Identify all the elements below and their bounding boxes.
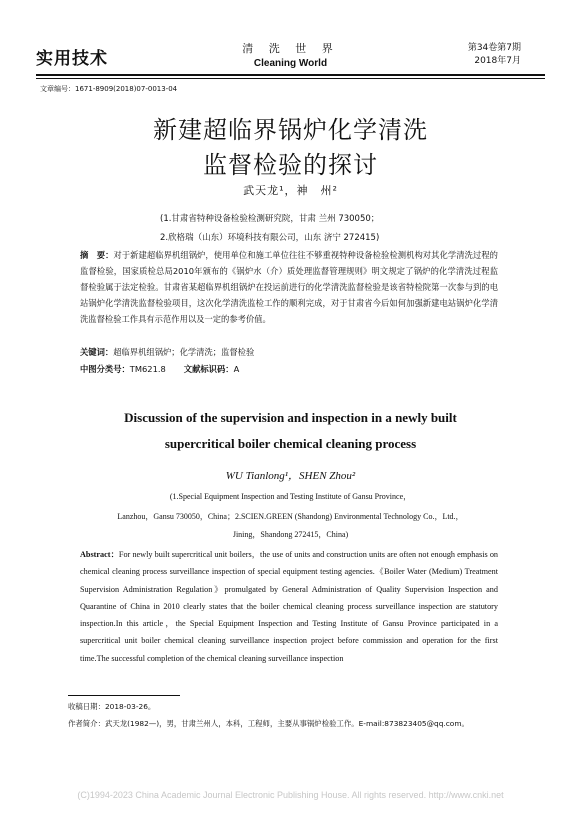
copyright-watermark: (C)1994-2023 China Academic Journal Electronic Publishing House. All rights reserved. http://www.cnki.net [77, 790, 504, 800]
doc-code-label: 文献标识码： [183, 364, 234, 374]
issue-date: 2018年7月 [474, 56, 521, 66]
authors-en: WU Tianlong¹，SHEN Zhou² [225, 470, 356, 482]
header-rule-thin [36, 78, 545, 79]
received-date: 收稿日期：2018-03-26。 [68, 702, 156, 711]
column-name: 实用技术 [36, 49, 108, 69]
abstract-en-label: Abstract： [80, 550, 119, 559]
affiliation-cn-1: (1.甘肃省特种设备检验检测研究院，甘肃 兰州 730050； [160, 214, 380, 224]
keywords-cn-text: 超临界机组锅炉；化学清洗；监督检验 [113, 347, 255, 357]
classification-cn [80, 361, 498, 377]
abstract-en-text: For newly built supercritical unit boilers，the use of units and construction units are often not enough emphasis on chemical cleaning process surveillance inspection of special equipment testing agencies.《Boiler Water (Medium) Treatment Supervision Administration Regulation》promulgated by General Administration of Quality Supervision Inspection and Quarantine of China in 2010 clearly states that the boiler chemical cleaning process surveillance inspection are statutory inspection.In this article，the Special Equipment Inspection and Testing Institute of Gansu Province participated in a supercritical unit boiler chemical cleaning surveillance inspection project before commission and operation for the first time.The successful completion of the chemical cleaning surveillance inspection [80, 550, 499, 663]
title-cn-line-1: 新建超临界锅炉化学清洗 [153, 116, 428, 144]
title-cn-line-2: 监督检验的探讨 [203, 151, 378, 179]
affiliation-en-3: Jining，Shandong 272415，China) [232, 530, 349, 539]
title-en-line-1: Discussion of the supervision and inspection in a newly built [124, 410, 457, 425]
abstract-cn-label: 摘 要： [80, 250, 114, 260]
affiliation-en-1: (1.Special Equipment Inspection and Testing Institute of Gansu Province， [169, 492, 412, 501]
title-en-line-2: supercritical boiler chemical cleaning process [164, 436, 417, 451]
footnote-rule [68, 695, 180, 696]
article-number: 文章编号：1671-8909(2018)07-0013-04 [40, 85, 178, 93]
abstract-en [80, 546, 498, 667]
clc-code: TM621.8 [129, 364, 166, 374]
doc-code: A [233, 364, 240, 374]
abstract-cn [80, 247, 498, 327]
volume-issue: 第34卷第7期 [467, 43, 521, 53]
author-bio: 作者简介：武天龙(1982—)，男，甘肃兰州人，本科，工程师，主要从事锅炉检验工作。E-mail:873823405@qq.com。 [68, 719, 469, 728]
journal-title-en: Cleaning World [253, 58, 328, 69]
issue-info [468, 42, 521, 68]
authors-cn: 武天龙¹，神 州² [243, 184, 338, 197]
keywords-cn-label: 关键词： [80, 347, 114, 357]
clc-label: 中图分类号： [80, 364, 130, 374]
affiliation-en-2: Lanzhou，Gansu 730050，China；2.SCIEN.GREEN (Shandong) Environmental Technology Co.，Ltd.， [117, 512, 464, 521]
header-rule-thick [36, 74, 545, 76]
abstract-cn-text: 对于新建超临界机组锅炉，使用单位和施工单位往往不够重视特种设备检验检测机构对其化学清洗过程的监督检验，国家质检总局2010年颁布的《锅炉水（介）质处理监督管理规则》明文规定了锅炉的化学清洗过程监督检验属于法定检验。甘肃省某超临界机组锅炉在投运前进行的化学清洗监督检验是该省特检院第一次参与到的电站锅炉化学清洗监督检验项目，这次化学清洗监检工作的顺利完成，对于甘肃省今后如何加强新建电站锅炉化学清洗监督检验工作具有示范作用以及一定的参考价值。 [80, 250, 498, 324]
affiliation-cn-2: 2.欣格瑞（山东）环境科技有限公司，山东 济宁 272415) [160, 233, 380, 243]
keywords-cn [80, 344, 498, 360]
journal-title-cn: 清 洗 世 界 [242, 42, 339, 55]
